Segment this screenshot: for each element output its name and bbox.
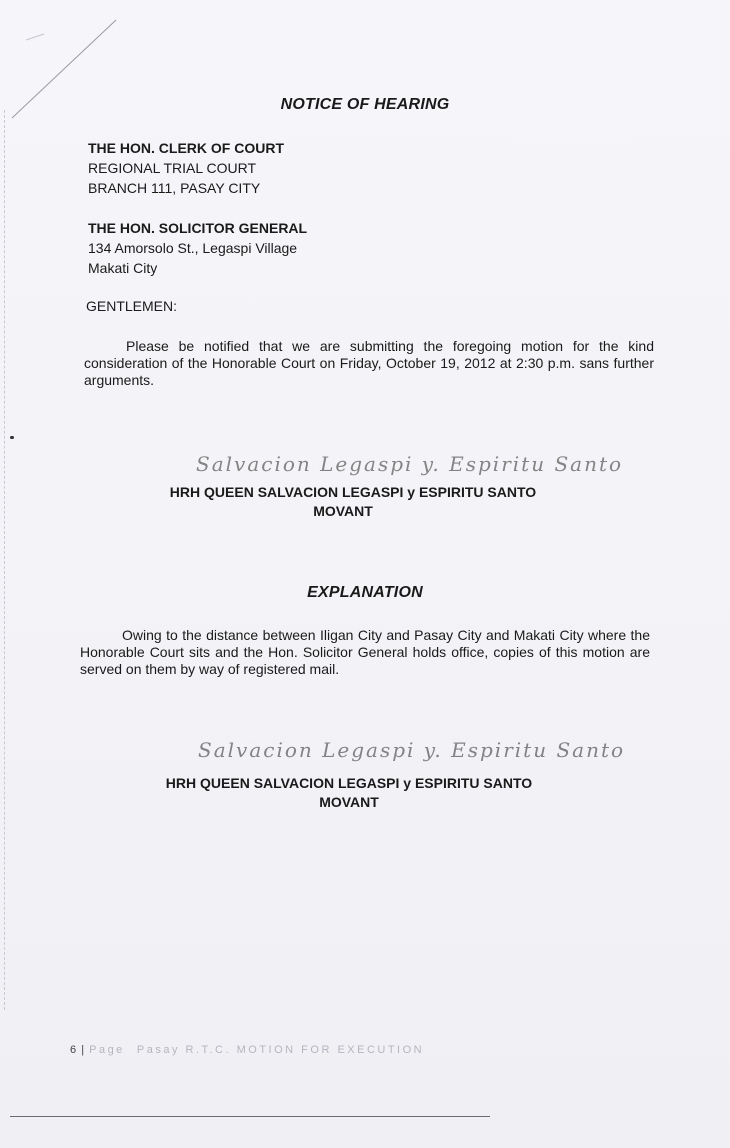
addressee-solgen-line1: THE HON. SOLICITOR GENERAL	[88, 220, 308, 236]
addressee-clerk	[88, 138, 284, 198]
addressee-clerk-line1: THE HON. CLERK OF COURT	[88, 140, 284, 156]
signature-2: Salvacion Legaspi y. Espiritu Santo	[198, 738, 626, 762]
notice-body: Please be notified that we are submitting the foregoing motion for the kind consideration of the Honorable Court on Friday, October 19, 2012 at 2:30 p.m. sans further arguments.	[84, 338, 654, 388]
addressee-solgen-line3: Makati City	[88, 260, 158, 276]
addressee-solgen-line2: 134 Amorsolo St., Legaspi Village	[88, 240, 298, 256]
explanation-signatory: HRH QUEEN SALVACION LEGASPI y ESPIRITU SANTO	[165, 775, 533, 791]
explanation-title: EXPLANATION	[307, 584, 423, 601]
signature-1: Salvacion Legaspi y. Espiritu Santo	[196, 452, 624, 476]
addressee-clerk-line2: REGIONAL TRIAL COURT	[88, 160, 257, 176]
footer-running-text: Pasay R.T.C. MOTION FOR EXECUTION	[136, 1044, 425, 1056]
bottom-rule	[10, 1116, 490, 1117]
notice-signatory: HRH QUEEN SALVACION LEGASPI y ESPIRITU SANTO	[169, 484, 537, 500]
scan-speck	[10, 436, 14, 439]
page-footer: 6 | Page Pasay R.T.C. MOTION FOR EXECUTION	[70, 1044, 425, 1056]
footer-page-number: 6	[70, 1044, 78, 1056]
addressee-clerk-line3: BRANCH 111, PASAY CITY	[88, 180, 261, 196]
notice-title: NOTICE OF HEARING	[280, 96, 450, 113]
left-edge-shadow	[4, 110, 6, 1010]
addressee-solgen	[88, 218, 307, 278]
footer-page-label: Page	[89, 1044, 125, 1056]
salutation: GENTLEMEN:	[86, 298, 178, 314]
explanation-body: Owing to the distance between Iligan City and Pasay City and Makati City where the Honorable Court sits and the Hon. Solicitor General holds office, copies of this motion are served on them by way of registered mail.	[80, 627, 650, 677]
explanation-role: MOVANT	[319, 794, 379, 810]
notice-role: MOVANT	[313, 503, 373, 519]
